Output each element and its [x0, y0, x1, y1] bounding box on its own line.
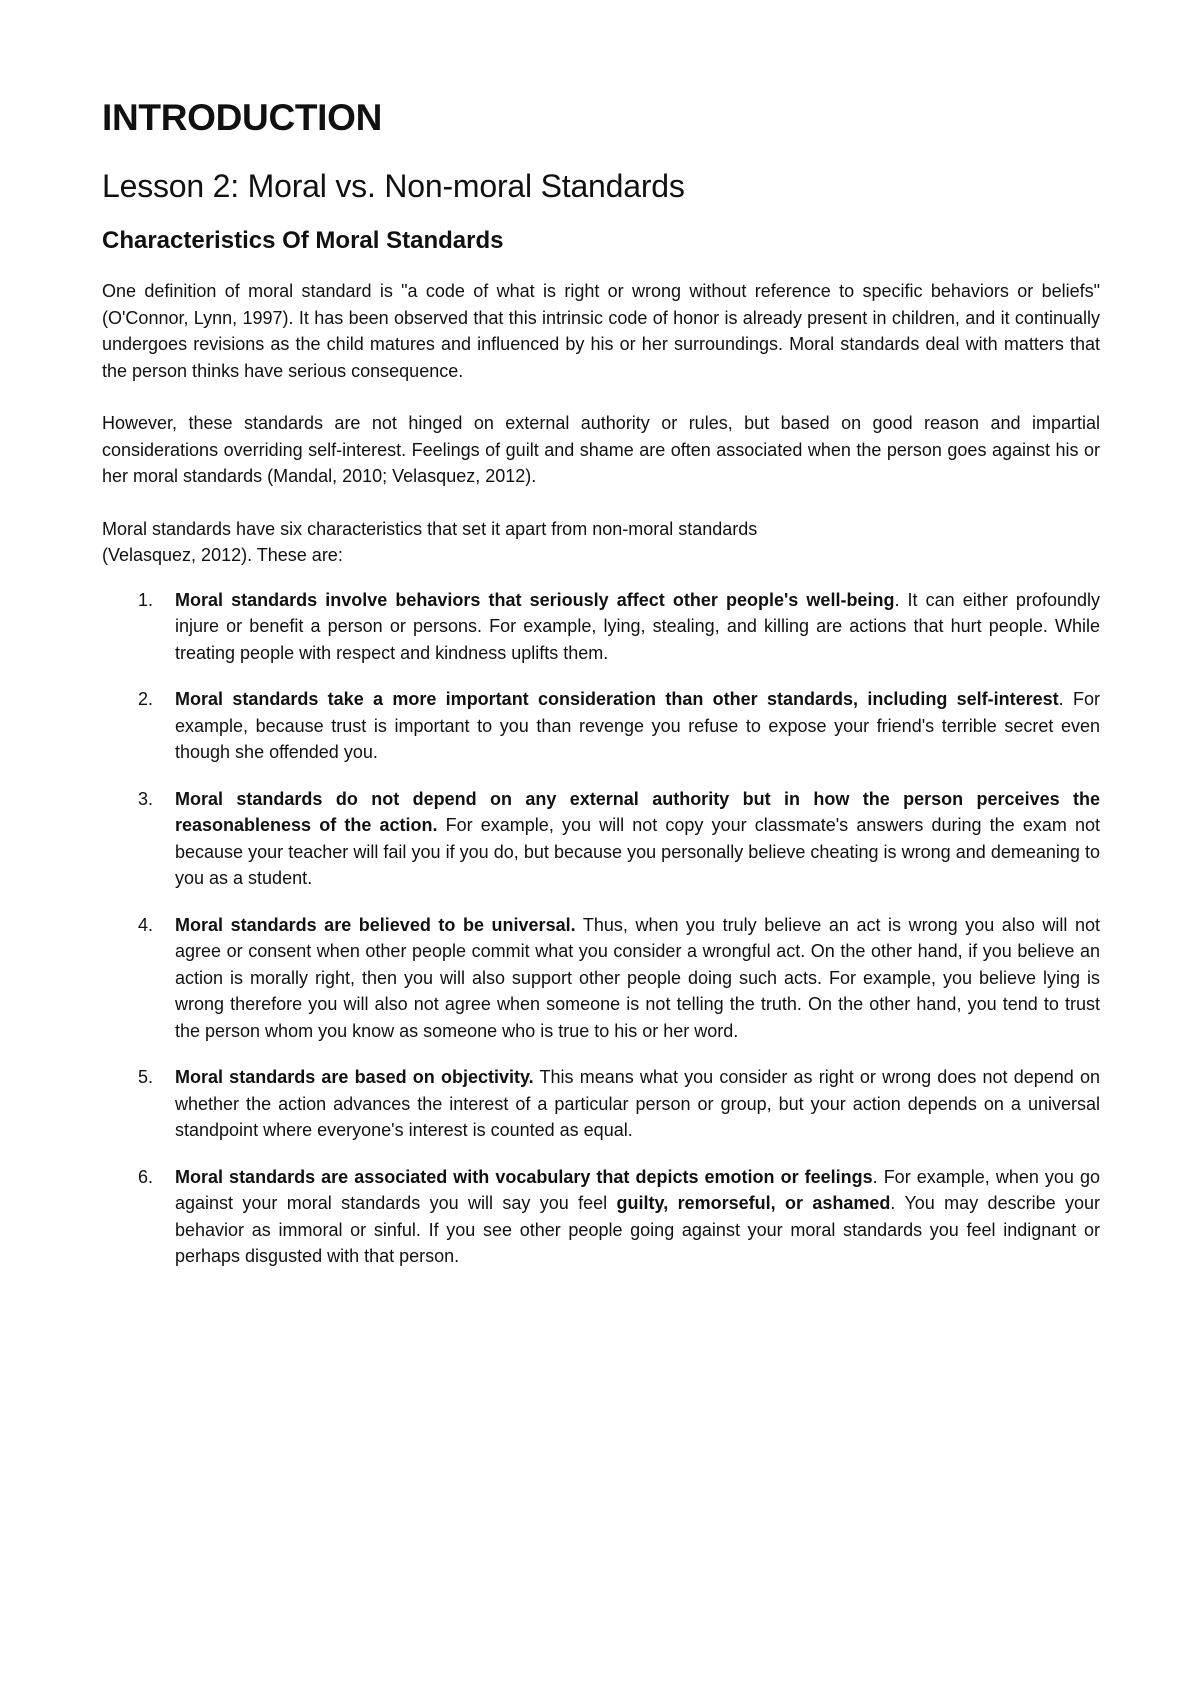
list-intro-line-1: Moral standards have six characteristics that set it apart from non-moral standards: [102, 518, 758, 539]
list-item-bold-text: Moral standards involve behaviors that seriously affect other people's well-being: [175, 589, 895, 610]
section-title: Characteristics Of Moral Standards: [102, 227, 504, 254]
list-item-text-end: . You may describe your behavior as immoral or sinful. If you see other people going against your moral standards you feel indignant or perhaps disgusted with that person.: [175, 1193, 1100, 1266]
list-item: [102, 587, 1100, 667]
list-item-bold-text: Moral standards are believed to be universal.: [175, 914, 576, 935]
list-item-number: 3.: [138, 788, 154, 809]
list-item-number: 1.: [138, 589, 154, 610]
list-item-bold-emotions: guilty, remorseful, or ashamed: [616, 1193, 891, 1213]
list-item-bold-text: Moral standards are associated with vocabulary that depicts emotion or feelings: [175, 1166, 873, 1187]
list-item-bold-text: Moral standards do not depend on any external authority but in how the person perceives the reasonableness of the action.: [175, 788, 1100, 835]
paragraph-external-authority: However, these standards are not hinged on external authority or rules, but based on good reason and impartial considerations overriding self-interest. Feelings of guilt and shame are often associated when the person goes against his or her moral standards (Mandal, 2010; Velasquez, 2012).: [102, 413, 1100, 486]
page-heading: INTRODUCTION: [102, 97, 383, 138]
paragraph-definition: One definition of moral standard is "a code of what is right or wrong without reference to specific behaviors or beliefs" (O'Connor, Lynn, 1997). It has been observed that this intrinsic code of honor is already present in children, and it continually undergoes revisions as the child matures and influenced by his or her surroundings. Moral standards deal with matters that the person thinks have serious consequence.: [102, 281, 1100, 381]
list-item-number: 5.: [138, 1067, 154, 1087]
list-item-text: . For example, because trust is important to you than revenge you refuse to expose your friend's terrible secret even though she offended you.: [175, 689, 1100, 762]
list-item: [102, 1064, 1100, 1144]
paragraph-list-intro: [102, 516, 1100, 569]
list-item-text: This means what you consider as right or wrong does not depend on whether the action advances the interest of a particular person or group, but your action depends on a universal standpoint where everyone's interest is counted as equal.: [175, 1067, 1100, 1140]
list-intro-line-2: (Velasquez, 2012). These are:: [102, 545, 343, 565]
list-item-number: 6.: [138, 1166, 154, 1187]
list-item-text: Thus, when you truly believe an act is wrong you also will not agree or consent when other people commit what you consider a wrongful act. On the other hand, if you believe an action is morally right, then you will also support other people doing such acts. For example, you believe lying is wrong therefore you will also not agree when someone is not telling the truth. On the other hand, you tend to trust the person whom you know as someone who is true to his or her word.: [175, 914, 1100, 1041]
list-item-text: . It can either profoundly injure or benefit a person or persons. For example, lying, stealing, and killing are actions that hurt people. While treating people with respect and kindness uplifts them.: [175, 589, 1100, 663]
list-item-bold-text: Moral standards take a more important consideration than other standards, including self-interest: [175, 689, 1059, 709]
list-item-text: For example, you will not copy your classmate's answers during the exam not because your teacher will fail you if you do, but because you personally believe cheating is wrong and demeaning to you as a student.: [175, 815, 1101, 888]
list-item-number: 2.: [138, 689, 154, 709]
characteristics-list: [102, 587, 1100, 1270]
list-item: [102, 1164, 1100, 1270]
list-item: [102, 912, 1100, 1045]
list-item-number: 4.: [138, 914, 154, 935]
list-item: [102, 686, 1100, 766]
lesson-title: Lesson 2: Moral vs. Non-moral Standards: [102, 168, 685, 204]
document-page: [102, 96, 1100, 1290]
list-item-text: . For example, when you go against your moral standards you will say you feel: [175, 1166, 1100, 1213]
list-item-bold-text: Moral standards are based on objectivity.: [175, 1067, 534, 1087]
list-item: [102, 786, 1100, 892]
